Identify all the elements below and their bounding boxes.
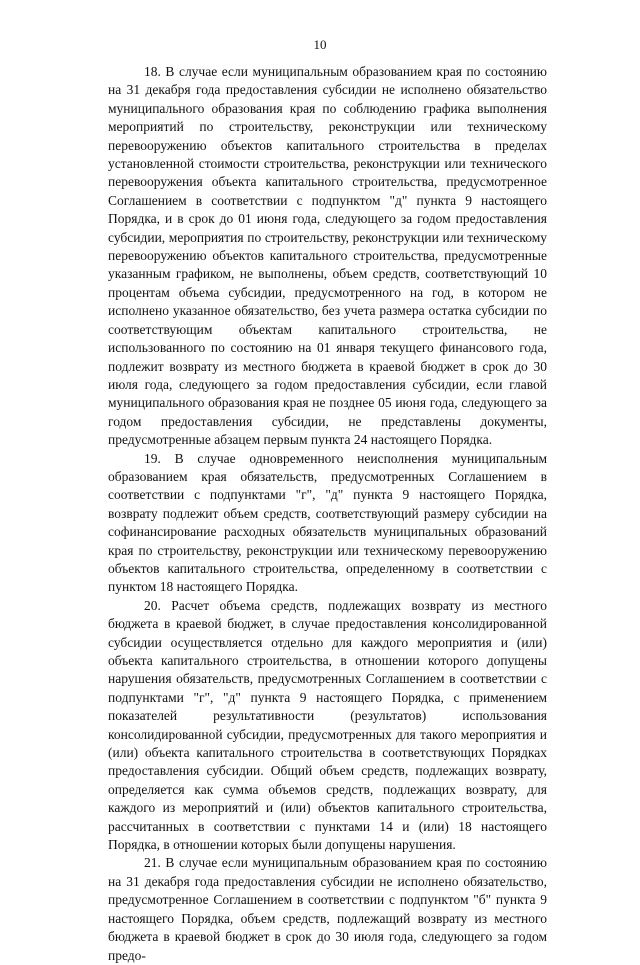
paragraph-21: 21. В случае если муниципальным образованием края по состоянию на 31 декабря года предоставления субсидии не исполнено обязательство, предусмотренное Соглашением в соответствии с подпунктом "б" пункта 9 настоящего Порядка, объем средств, подлежащий возврату из местного бюджета в краевой бюджет в срок до 30 июля года, следующего за годом предо- <box>108 855 547 963</box>
paragraph-19: 19. В случае одновременного неисполнения муниципальным образованием края обязательств, предусмотренных Соглашением в соответствии с подпунктами "г", "д" пункта 9 настоящего Порядка, возврату подлежит объем средств, соответствующий размеру субсидии на софинансирование расходных обязательств муниципальных образований края по строительству, реконструкции или техническому перевооружению объектов капитального строительства, определенному в соответствии с пунктом 18 настоящего Порядка. <box>108 450 547 595</box>
document-body <box>108 63 547 965</box>
page-number: 10 <box>313 37 327 52</box>
paragraph-18: 18. В случае если муниципальным образованием края по состоянию на 31 декабря года предоставления субсидии не исполнено обязательство муниципального образования края по соблюдению графика выполнения мероприятий по строительству, реконструкции или техническому перевооружению объектов капитального строительства в пределах установленной стоимости строительства, реконструкции или технического перевооружения объекта капитального строительства, предусмотренное Соглашением в соответствии с подпунктом "д" пункта 9 настоящего Порядка, и в срок до 01 июня года, следующего за годом предоставления субсидии, мероприятия по строительству, реконструкции или техническому перевооружению объектов капитального строительства, предусмотренные указанным графиком, не выполнены, объем средств, соответствующий 10 процентам объема субсидии, предусмотренного на год, в котором не исполнено указанное обязательство, без учета размера остатка субсидии по соответствующим объектам капитального строительства, не использованного по состоянию на 01 января текущего финансового года, подлежит возврату из местного бюджета в краевой бюджет в срок до 30 июля года, следующего за годом предоставления субсидии, если главой муниципального образования края не позднее 05 июня года, следующего за годом предоставления субсидии, не представлены документы, предусмотренные абзацем первым пункта 24 настоящего Порядка. <box>108 64 547 448</box>
paragraph-20: 20. Расчет объема средств, подлежащих возврату из местного бюджета в краевой бюджет, в случае предоставления консолидированной субсидии осуществляется отдельно для каждого мероприятия и (или) объекта капитального строительства, в отношении которого допущены нарушения обязательств, предусмотренных Соглашением в соответствии с подпунктами "г", "д" пункта 9 настоящего Порядка, с применением показателей результативности (результатов) использования консолидированной субсидии, предусмотренных для такого мероприятия и (или) объекта капитального строительства в соответствующих Порядках предоставления субсидии. Общий объем средств, подлежащих возврату, определяется как сумма объемов средств, подлежащих возврату, для каждого из мероприятий и (или) объектов капитального строительства, рассчитанных в соответствии с пунктами 14 и (или) 18 настоящего Порядка, в отношении которых были допущены нарушения. <box>108 597 547 853</box>
